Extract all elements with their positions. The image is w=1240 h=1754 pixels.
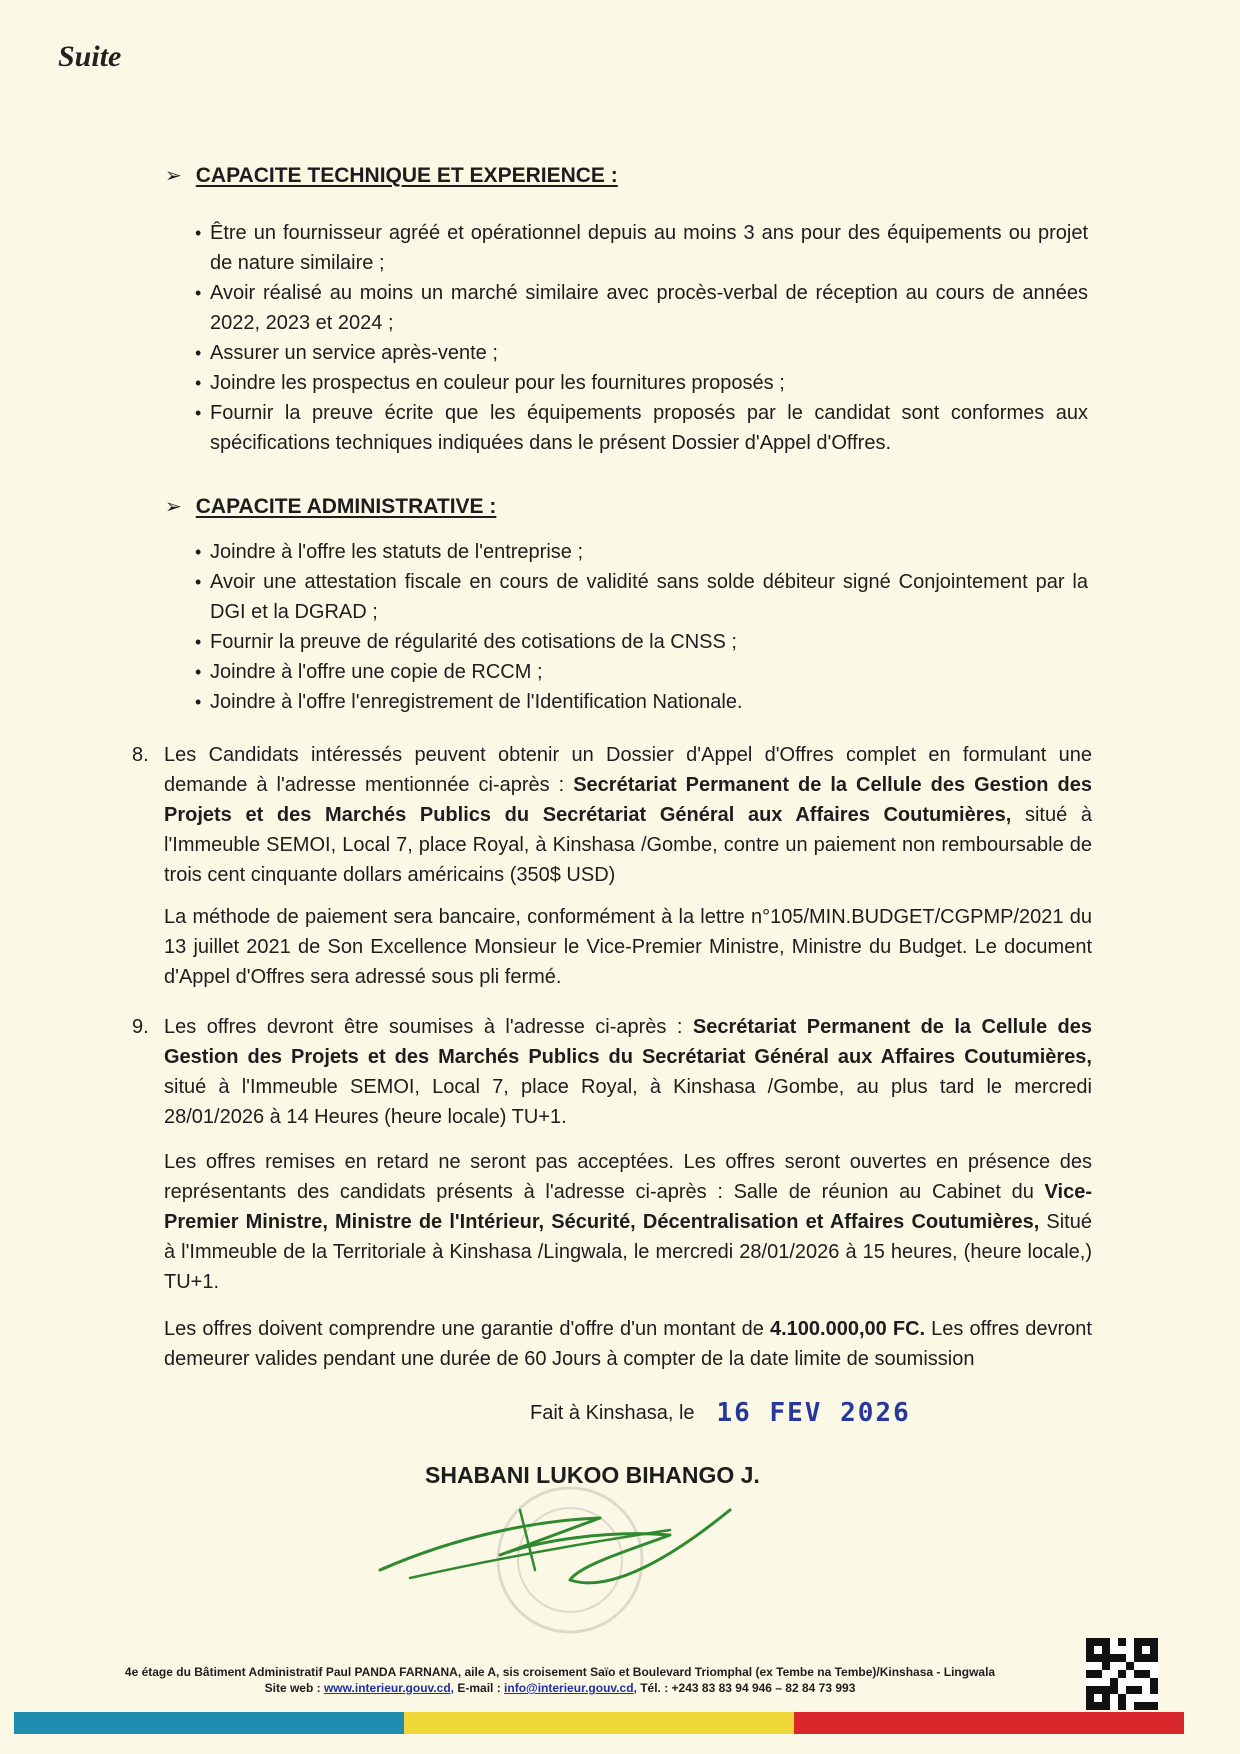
suite-label: Suite [58, 40, 122, 73]
qr-code-icon [1086, 1638, 1158, 1710]
paragraph-text: Les offres remises en retard ne seront pas acceptées. Les offres seront ouvertes en présence des représentants des candidats présents à l'adresse ci-après : Salle de réunion au Cabinet du [164, 1151, 1092, 1203]
item-number: 8. [132, 744, 149, 766]
item-text-bold: Secrétariat Permanent de la Cellule des Gestion des Projets et des Marchés Publics du Secrétariat Général aux Affaires Coutumières, [164, 1016, 1092, 1068]
item-text: Les Candidats intéressés peuvent obtenir un Dossier d'Appel d'Offres complet en formulant une demande à l'adresse mentionnée ci-après : [164, 744, 1092, 796]
list-item: • Joindre à l'offre les statuts de l'entreprise ; [208, 537, 1088, 567]
list-item: • Être un fournisseur agréé et opérationnel depuis au moins 3 ans pour des équipements ou projet de nature similaire ; [208, 218, 1088, 278]
payment-paragraph: La méthode de paiement sera bancaire, conformément à la lettre n°105/MIN.BUDGET/CGPMP/2021 du 13 juillet 2021 de Son Excellence Monsieur le Vice-Premier Ministre, Ministre du Budget. Le document d'Appel d'Offres sera adressé sous pli fermé. [164, 906, 1092, 988]
flag-color-bar [14, 1712, 1184, 1734]
list-item: • Joindre les prospectus en couleur pour les fournitures proposés ; [208, 368, 1088, 398]
section-heading-admin [165, 494, 496, 519]
date-stamp: 16 FEV 2026 [716, 1398, 911, 1428]
list-item: • Assurer un service après-vente ; [208, 338, 1088, 368]
list-item: • Joindre à l'offre une copie de RCCM ; [208, 657, 1088, 687]
signatory-name: SHABANI LUKOO BIHANGO J. [425, 1462, 760, 1488]
item-text: situé à l'Immeuble SEMOI, Local 7, place Royal, à Kinshasa /Gombe, au plus tard le mercredi 28/01/2026 à 14 Heures (heure locale) TU+1. [164, 1076, 1092, 1128]
list-item: • Avoir réalisé au moins un marché similaire avec procès-verbal de réception au cours de années 2022, 2023 et 2024 ; [208, 278, 1088, 338]
footer-contacts [60, 1680, 1060, 1696]
handwritten-signature [370, 1490, 750, 1600]
color-bar-red [794, 1712, 1184, 1734]
item-number: 9. [132, 1016, 149, 1038]
email-link[interactable]: info@interieur.gouv.cd, [504, 1681, 637, 1695]
arrow-right-icon: ➢ [165, 496, 182, 518]
email-label: E-mail : [457, 1681, 501, 1695]
guarantee-paragraph [164, 1314, 1092, 1374]
list-item: • Fournir la preuve écrite que les équipements proposés par le candidat sont conformes aux spécifications techniques indiquées dans le présent Dossier d'Appel d'Offres. [208, 398, 1088, 458]
footer-address: 4e étage du Bâtiment Administratif Paul PANDA FARNANA, aile A, sis croisement Saïo et Boulevard Triomphal (ex Tembe na Tembe)/Kinshasa - Lingwala [124, 1665, 996, 1679]
footer-address-block [60, 1664, 1060, 1696]
heading-text: CAPACITE ADMINISTRATIVE : [195, 494, 497, 518]
phone-numbers: Tél. : +243 83 83 94 946 – 82 84 73 993 [640, 1681, 856, 1695]
arrow-right-icon: ➢ [165, 165, 182, 187]
item-text: situé à l'Immeuble SEMOI, Local 7, place Royal, à Kinshasa /Gombe, contre un paiement non remboursable de trois cent cinquante dollars américains (350$ USD) [164, 804, 1092, 886]
paragraph-text-bold: 4.100.000,00 FC. [770, 1318, 926, 1340]
numbered-item-8 [132, 740, 1092, 890]
item-body [164, 1012, 1092, 1132]
place-and-date [530, 1398, 911, 1428]
paragraph-text: Les offres doivent comprendre une garantie d'offre d'un montant de [164, 1318, 770, 1340]
website-link[interactable]: www.interieur.gouv.cd, [323, 1681, 454, 1695]
color-bar-blue [14, 1712, 404, 1734]
admin-list [208, 537, 1088, 717]
section-heading-technique [165, 163, 618, 188]
item-text-bold: Secrétariat Permanent de la Cellule des Gestion des Projets et des Marchés Publics du Secrétariat Général aux Affaires Coutumières, [164, 774, 1092, 826]
list-item: • Avoir une attestation fiscale en cours de validité sans solde débiteur signé Conjointement par la DGI et la DGRAD ; [208, 567, 1088, 627]
site-label: Site web : [264, 1681, 321, 1695]
place-text: Fait à Kinshasa, le [530, 1401, 695, 1424]
item-body [164, 740, 1092, 890]
late-offers-paragraph [164, 1147, 1092, 1297]
list-item: • Joindre à l'offre l'enregistrement de l'Identification Nationale. [208, 687, 1088, 717]
numbered-item-9 [132, 1012, 1092, 1132]
paragraph-text: Situé à l'Immeuble de la Territoriale à Kinshasa /Lingwala, le mercredi 28/01/2026 à 15 heures, (heure locale,) TU+1. [164, 1211, 1092, 1293]
color-bar-yellow [404, 1712, 794, 1734]
technique-list [208, 218, 1088, 458]
paragraph-text: Les offres devront demeurer valides pendant une durée de 60 Jours à compter de la date limite de soumission [164, 1318, 1092, 1370]
heading-text: CAPACITE TECHNIQUE ET EXPERIENCE : [195, 163, 618, 187]
list-item: • Fournir la preuve de régularité des cotisations de la CNSS ; [208, 627, 1088, 657]
paragraph-text-bold: Vice-Premier Ministre, Ministre de l'Intérieur, Sécurité, Décentralisation et Affaires Coutumières, [164, 1181, 1092, 1233]
item-text: Les offres devront être soumises à l'adresse ci-après : [164, 1016, 693, 1038]
